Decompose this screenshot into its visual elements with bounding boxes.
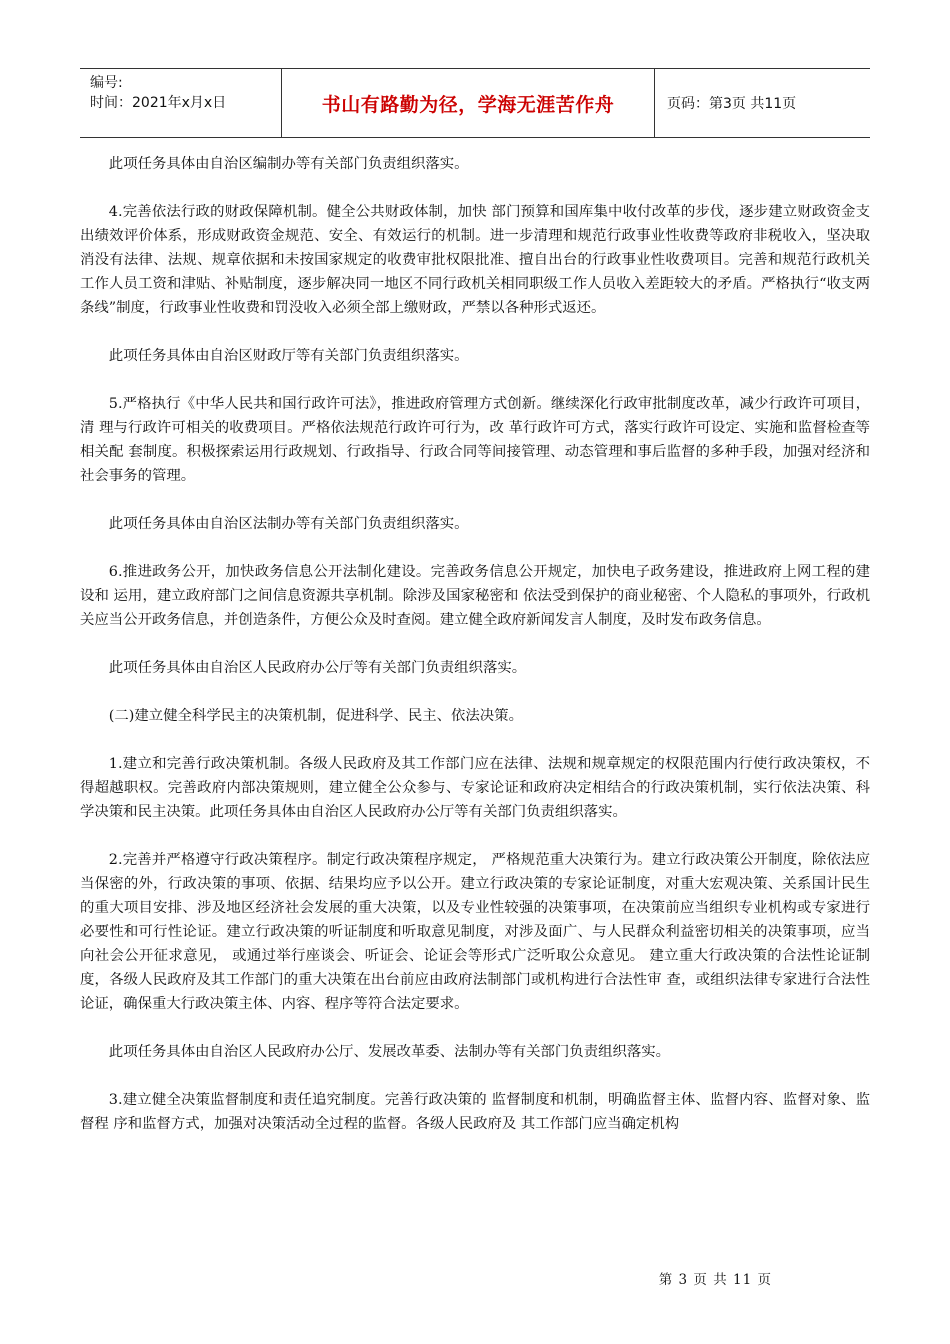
page-header bbox=[80, 68, 870, 138]
body-paragraph: 3.建立健全决策监督制度和责任追究制度。完善行政决策的 监督制度和机制，明确监督主体、监督内容、监督对象、监督程 序和监督方式，加强对决策活动全过程的监督。各级人民政府及 其工作部门应当确定机构 bbox=[80, 1092, 870, 1132]
header-motto-cell bbox=[282, 69, 655, 137]
document-number-label: 编号: bbox=[90, 75, 123, 91]
body-paragraph: 1.建立和完善行政决策机制。各级人民政府及其工作部门应在法律、法规和规章规定的权限范围内行使行政决策权，不得超越职权。完善政府内部决策规则，建立健全公众参与、专家论证和政府决定相结合的行政决策机制，实行依法决策、科学决策和民主决策。此项任务具体由自治区人民政府办公厅等有关部门负责组织落实。 bbox=[80, 756, 870, 820]
header-page-cell bbox=[655, 69, 870, 137]
body-paragraph: 此项任务具体由自治区人民政府办公厅等有关部门负责组织落实。 bbox=[108, 660, 527, 676]
section-heading: (二)建立健全科学民主的决策机制，促进科学、民主、依法决策。 bbox=[108, 708, 523, 724]
document-body bbox=[80, 152, 870, 1160]
header-page-number: 页码：第3页 共11页 bbox=[667, 96, 797, 112]
header-motto: 书山有路勤为径，学海无涯苦作舟 bbox=[321, 93, 615, 116]
body-paragraph: 此项任务具体由自治区法制办等有关部门负责组织落实。 bbox=[108, 516, 469, 532]
page-footer: 第 3 页 共 11 页 bbox=[658, 1272, 772, 1288]
body-paragraph: 5.严格执行《中华人民共和国行政许可法》，推进政府管理方式创新。继续深化行政审批制度改革，减少行政许可项目，清 理与行政许可相关的收费项目。严格依法规范行政许可行为，改 革行政许可方式，落实行政许可设定、实施和监督检查等相关配 套制度。积极探索运用行政规划、行政指导、行政合同等间接管理、动态管理和事后监督的多种手段，加强对经济和社会事务的管理。 bbox=[80, 396, 870, 484]
header-meta bbox=[80, 69, 282, 137]
body-paragraph: 2.完善并严格遵守行政决策程序。制定行政决策程序规定， 严格规范重大决策行为。建立行政决策公开制度，除依法应当保密的外，行政决策的事项、依据、结果均应予以公开。建立行政决策的专家论证制度，对重大宏观决策、关系国计民生的重大项目安排、涉及地区经济社会发展的重大决策，以及专业性较强的决策事项，在决策前应当组织专业机构或专家进行必要性和可行性论证。建立行政决策的听证制度和听取意见制度，对涉及面广、与人民群众利益密切相关的决策事项，应当向社会公开征求意见， 或通过举行座谈会、听证会、论证会等形式广泛听取公众意见。 建立重大行政决策的合法性论证制度，各级人民政府及其工作部门的重大决策在出台前应由政府法制部门或机构进行合法性审 查，或组织法律专家进行合法性论证，确保重大行政决策主体、内容、程序等符合法定要求。 bbox=[80, 852, 870, 1012]
document-date-label: 时间：2021年x月x日 bbox=[90, 95, 227, 111]
body-paragraph: 此项任务具体由自治区编制办等有关部门负责组织落实。 bbox=[108, 156, 469, 172]
body-paragraph: 此项任务具体由自治区人民政府办公厅、发展改革委、法制办等有关部门负责组织落实。 bbox=[108, 1044, 671, 1060]
body-paragraph: 此项任务具体由自治区财政厅等有关部门负责组织落实。 bbox=[108, 348, 469, 364]
body-paragraph: 4.完善依法行政的财政保障机制。健全公共财政体制，加快 部门预算和国库集中收付改革的步伐，逐步建立财政资金支出绩效评价体系，形成财政资金规范、安全、有效运行的机制。进一步清理和规范行政事业性收费等政府非税收入，坚决取消没有法律、法规、规章依据和未按国家规定的收费审批权限批准、擅自出台的行政事业性收费项目。完善和规范行政机关工作人员工资和津贴、补贴制度，逐步解决同一地区不同行政机关相同职级工作人员收入差距较大的矛盾。严格执行“收支两条线”制度，行政事业性收费和罚没收入必须全部上缴财政，严禁以各种形式返还。 bbox=[80, 204, 870, 316]
body-paragraph: 6.推进政务公开，加快政务信息公开法制化建设。完善政务信息公开规定，加快电子政务建设，推进政府上网工程的建设和 运用，建立政府部门之间信息资源共享机制。除涉及国家秘密和 依法受到保护的商业秘密、个人隐私的事项外，行政机关应当公开政务信息，并创造条件，方便公众及时查阅。建立健全政府新闻发言人制度，及时发布政务信息。 bbox=[80, 564, 870, 628]
